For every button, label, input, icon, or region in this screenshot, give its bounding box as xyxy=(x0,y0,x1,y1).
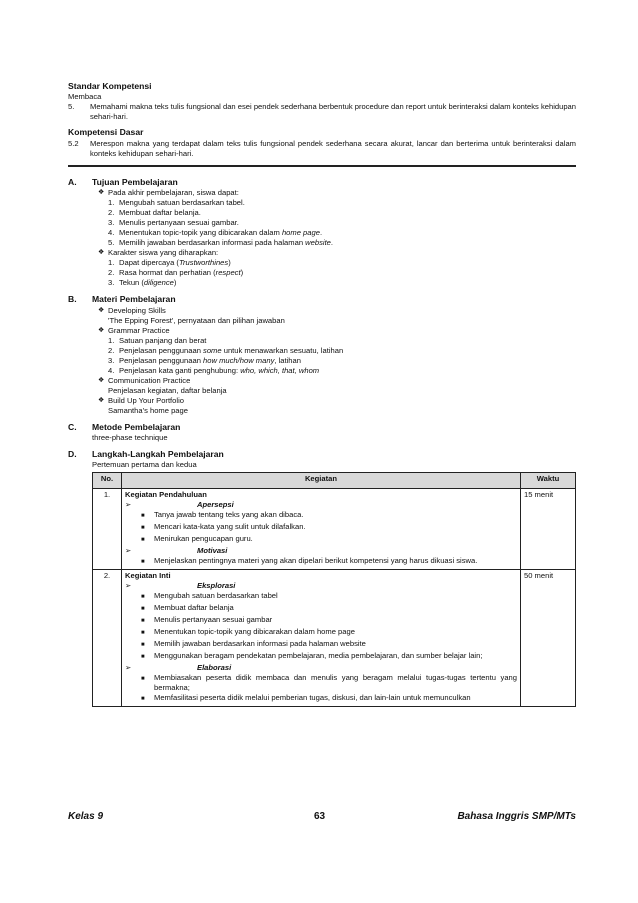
item-text-italic: who, which, that, whom xyxy=(240,365,320,375)
section-d-subtitle: Pertemuan pertama dan kedua xyxy=(92,460,197,470)
numbered-item xyxy=(108,336,576,346)
arrow-bullet-icon: ➢ xyxy=(125,662,132,672)
kompetensi-title: Kompetensi Dasar xyxy=(68,127,144,138)
item-number: 2. xyxy=(108,345,115,355)
item-text-part: Tekun ( xyxy=(119,278,144,288)
item-text-part: Penjelasan kata ganti penghubung: xyxy=(119,365,241,375)
numbered-item xyxy=(108,278,576,288)
list-item-text: Menggunakan beragam pendekatan pembelajaran, media pembelajaran, dan sumber belajar lain; xyxy=(154,650,483,660)
list-item-text: Build Up Your Portfolio xyxy=(108,395,184,405)
square-bullet-icon: ■ xyxy=(141,641,145,648)
section-title: Materi Pembelajaran xyxy=(92,294,176,305)
item-number: 4. xyxy=(108,228,115,238)
list-item-text: Menirukan pengucapan guru. xyxy=(154,533,253,543)
table-row xyxy=(93,488,576,569)
item-number: 1. xyxy=(108,198,115,208)
section-c-subtitle: three-phase technique xyxy=(92,433,168,443)
square-bullet-icon: ■ xyxy=(141,695,145,702)
standar-item xyxy=(68,102,576,122)
diamond-bullet-icon: ❖ xyxy=(98,396,105,404)
section-title: Tujuan Pembelajaran xyxy=(92,176,178,187)
numbered-item xyxy=(108,238,576,248)
item-text-italic: respect xyxy=(215,268,241,278)
step-activities xyxy=(122,488,521,569)
item-text xyxy=(119,218,239,228)
phase-label: Elaborasi xyxy=(197,662,232,672)
page-footer xyxy=(68,810,576,823)
kompetensi-number: 5.2 xyxy=(68,138,79,148)
standar-subtitle: Membaca xyxy=(68,92,102,102)
square-bullet-icon: ■ xyxy=(141,512,145,519)
item-number: 3. xyxy=(108,355,115,365)
step-time: 15 menit xyxy=(521,488,576,569)
list-item-text: Memilih jawaban berdasarkan informasi pada halaman website xyxy=(154,638,366,648)
list-item xyxy=(141,522,517,534)
numbered-item xyxy=(108,198,576,208)
phase-label: Eksplorasi xyxy=(197,580,236,590)
section-letter: D. xyxy=(68,449,77,460)
section-letter: C. xyxy=(68,421,77,432)
list-item-text: Communication Practice xyxy=(108,375,191,385)
item-text-part: Menulis pertanyaan sesuai gambar. xyxy=(119,218,239,228)
list-item-subtext: Penjelasan kegiatan, daftar belanja xyxy=(108,385,227,395)
section-title: Langkah-Langkah Pembelajaran xyxy=(92,449,224,460)
item-text-italic: website xyxy=(305,238,331,248)
list-item xyxy=(98,376,576,386)
phase-label: Motivasi xyxy=(197,545,228,555)
item-text-part: Membuat daftar belanja. xyxy=(119,208,201,218)
numbered-item xyxy=(108,258,576,268)
step-number: 1. xyxy=(93,488,122,569)
characters-list xyxy=(92,258,576,288)
item-text-part: Menentukan topic-topik yang dibicarakan dalam xyxy=(119,228,282,238)
section-a-body xyxy=(92,188,576,288)
section-letter: B. xyxy=(68,294,77,305)
square-bullet-icon: ■ xyxy=(141,675,145,682)
item-number: 1. xyxy=(108,335,115,345)
diamond-bullet-icon: ❖ xyxy=(98,306,105,314)
diamond-bullet-icon: ❖ xyxy=(98,249,105,257)
section-a-heading xyxy=(68,177,576,188)
step-activities xyxy=(122,569,521,706)
list-item-text: Mencari kata-kata yang sulit untuk dilafalkan. xyxy=(154,521,306,531)
arrow-bullet-icon: ➢ xyxy=(125,499,132,509)
section-b-heading xyxy=(68,294,576,305)
item-number: 3. xyxy=(108,278,115,288)
item-text xyxy=(119,208,201,218)
table-header-row xyxy=(93,472,576,488)
list-item-subtext: Samantha's home page xyxy=(108,405,188,415)
phase-label-row xyxy=(125,663,517,673)
numbered-item xyxy=(108,218,576,228)
list-item xyxy=(98,326,576,336)
item-text-italic: diligence xyxy=(143,278,174,288)
item-text-part: Penjelasan penggunaan xyxy=(119,345,204,355)
item-text-part: . xyxy=(319,228,323,238)
list-item-text: Menulis pertanyaan sesuai gambar xyxy=(154,614,273,624)
item-text-part: ) xyxy=(240,268,244,278)
kompetensi-item xyxy=(68,139,576,159)
header-waktu: Waktu xyxy=(521,472,576,488)
phase-label-row xyxy=(125,546,517,556)
item-text xyxy=(119,238,333,248)
item-text-italic: home page xyxy=(281,228,320,238)
item-text xyxy=(119,228,322,238)
item-text-part: Memilih jawaban berdasarkan informasi pada halaman xyxy=(119,238,306,248)
diamond-bullet-icon: ❖ xyxy=(98,376,105,384)
section-d-heading xyxy=(68,449,576,460)
list-item-text: Developing Skills xyxy=(108,305,166,315)
item-text xyxy=(119,258,231,268)
divider xyxy=(68,165,576,167)
numbered-item xyxy=(108,208,576,218)
list-item xyxy=(141,510,517,522)
list-item-text: Menjelaskan pentingnya materi yang akan dipelari berikut kompetensi yang harus dikuasi siswa. xyxy=(154,555,478,565)
item-text xyxy=(119,346,343,356)
item-text xyxy=(119,198,245,208)
item-text-part: ) xyxy=(228,258,231,268)
item-text-part: untuk menawarkan sesuatu, latihan xyxy=(221,345,344,355)
grammar-list xyxy=(92,336,576,376)
item-text-italic: Trustworthines xyxy=(178,258,229,268)
square-bullet-icon: ■ xyxy=(141,653,145,660)
item-number: 1. xyxy=(108,258,115,268)
footer-subject: Bahasa Inggris SMP/MTs xyxy=(457,811,576,822)
list-item-text: Tanya jawab tentang teks yang akan dibaca. xyxy=(154,509,304,519)
item-text-italic: how much/how many xyxy=(203,355,275,365)
section-c-heading xyxy=(68,422,576,433)
numbered-item xyxy=(108,366,576,376)
item-text-italic: some xyxy=(203,345,222,355)
list-item-text: Karakter siswa yang diharapkan: xyxy=(108,248,219,258)
item-number: 3. xyxy=(108,218,115,228)
item-text xyxy=(119,356,301,366)
standar-title: Standar Kompetensi xyxy=(68,81,152,91)
item-number: 5. xyxy=(108,238,115,248)
list-item-text: Grammar Practice xyxy=(108,325,170,335)
goals-list xyxy=(92,198,576,248)
section-b-body xyxy=(92,306,576,416)
list-item xyxy=(141,627,517,639)
standar-number: 5. xyxy=(68,102,75,112)
item-text-part: Dapat dipercaya ( xyxy=(119,258,179,268)
step-title: Kegiatan Pendahuluan xyxy=(125,489,207,499)
numbered-item xyxy=(108,228,576,238)
list-item xyxy=(98,396,576,406)
list-item xyxy=(98,306,576,316)
list-item xyxy=(141,693,517,705)
phase-label-row xyxy=(125,581,517,591)
footer-class: Kelas 9 xyxy=(68,811,104,822)
numbered-item xyxy=(108,356,576,366)
phase-label: Apersepsi xyxy=(197,499,234,509)
list-item-subtext: 'The Epping Forest', pernyataan dan pilihan jawaban xyxy=(108,315,285,325)
list-item xyxy=(98,248,576,258)
section-title: Metode Pembelajaran xyxy=(92,421,181,432)
step-title: Kegiatan Inti xyxy=(125,570,171,580)
item-text xyxy=(119,366,319,376)
list-item-text: Menentukan topic-topik yang dibicarakan dalam home page xyxy=(154,626,355,636)
square-bullet-icon: ■ xyxy=(141,558,145,565)
kompetensi-text: Merespon makna yang terdapat dalam teks tulis fungsional pendek sederhana secara akurat, lancar dan berterima untuk berinteraksi dalam konteks kehidupan sehari-hari. xyxy=(90,138,576,158)
standar-text: Memahami makna teks tulis fungsional dan esei pendek sederhana berbentuk procedure dan report untuk berinteraksi dalam konteks kehidupan sehari-hari. xyxy=(90,102,576,122)
item-text-part: Penjelasan penggunaan xyxy=(119,355,204,365)
steps-table-body xyxy=(93,488,576,706)
item-text-part: . xyxy=(330,238,334,248)
list-item xyxy=(141,615,517,627)
square-bullet-icon: ■ xyxy=(141,629,145,636)
list-item xyxy=(141,639,517,651)
list-item xyxy=(141,556,517,568)
diamond-bullet-icon: ❖ xyxy=(98,326,105,334)
table-row xyxy=(93,569,576,706)
item-text-part: ) xyxy=(173,278,177,288)
page-number: 63 xyxy=(314,811,326,822)
list-item-text: Pada akhir pembelajaran, siswa dapat: xyxy=(108,188,239,198)
arrow-bullet-icon: ➢ xyxy=(125,545,132,555)
square-bullet-icon: ■ xyxy=(141,536,145,543)
item-text xyxy=(119,278,176,288)
list-item xyxy=(141,591,517,603)
item-text-part: Satuan panjang dan berat xyxy=(119,335,207,345)
step-number: 2. xyxy=(93,569,122,706)
list-item xyxy=(141,673,517,693)
diamond-bullet-icon: ❖ xyxy=(98,189,105,197)
list-item-text: Memfasilitasi peserta didik melalui pemberian tugas, diskusi, dan lain-lain untuk memunculkan xyxy=(154,692,471,702)
item-text-part: Mengubah satuan berdasarkan tabel. xyxy=(119,198,245,208)
list-item xyxy=(98,188,576,198)
item-text xyxy=(119,268,243,278)
item-number: 4. xyxy=(108,365,115,375)
step-time: 50 menit xyxy=(521,569,576,706)
list-item xyxy=(141,651,517,663)
item-text xyxy=(119,336,206,346)
numbered-item xyxy=(108,268,576,278)
item-number: 2. xyxy=(108,208,115,218)
square-bullet-icon: ■ xyxy=(141,605,145,612)
list-item xyxy=(141,534,517,546)
list-item-text: Membuat daftar belanja xyxy=(154,602,234,612)
list-item xyxy=(141,603,517,615)
numbered-item xyxy=(108,346,576,356)
section-letter: A. xyxy=(68,176,77,187)
item-text-part: , latihan xyxy=(274,355,301,365)
square-bullet-icon: ■ xyxy=(141,524,145,531)
list-item-text: Membiasakan peserta didik membaca dan menulis yang beragam melalui tugas-tugas tertentu yang bermakna; xyxy=(154,672,517,692)
list-item-text: Mengubah satuan berdasarkan tabel xyxy=(154,590,278,600)
square-bullet-icon: ■ xyxy=(141,593,145,600)
item-number: 2. xyxy=(108,268,115,278)
arrow-bullet-icon: ➢ xyxy=(125,580,132,590)
item-text-part: Rasa hormat dan perhatian ( xyxy=(119,268,216,278)
phase-label-row xyxy=(125,500,517,510)
header-no: No. xyxy=(93,472,122,488)
steps-table xyxy=(92,472,576,707)
header-kegiatan: Kegiatan xyxy=(122,472,521,488)
document-page xyxy=(68,81,576,707)
square-bullet-icon: ■ xyxy=(141,617,145,624)
